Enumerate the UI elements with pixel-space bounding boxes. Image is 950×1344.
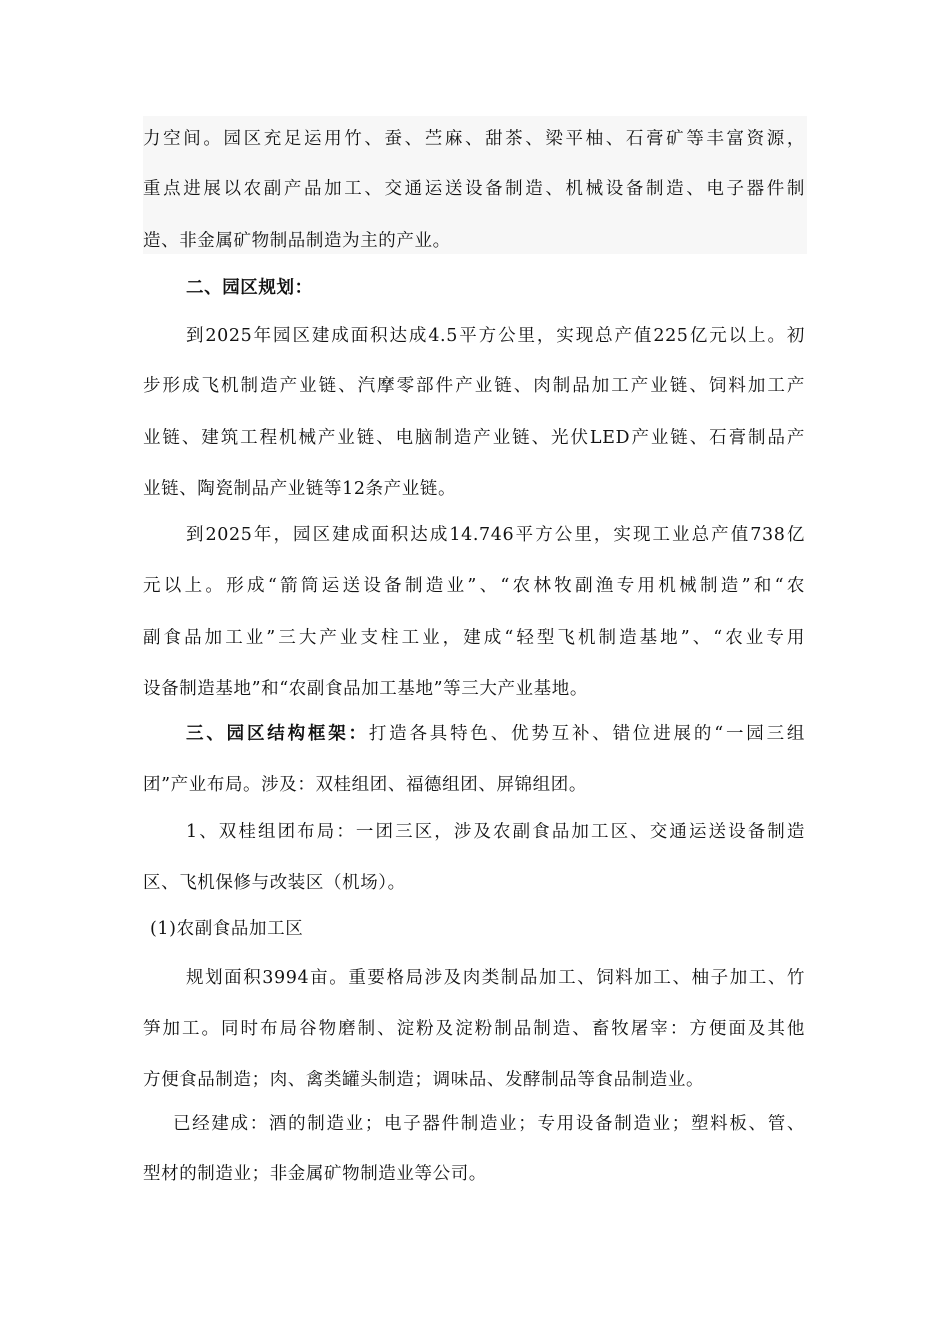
plan-a-line-1: 到2025年园区建成面积达成4.5平方公里，实现总产值225亿元以上。初 (186, 326, 805, 346)
section-1-line-2: 区、飞机保修与改装区（机场）。 (143, 873, 406, 893)
subsection-1-title: (1)农副食品加工区 (150, 919, 304, 939)
built-line-2: 型材的制造业；非金属矿物制造业等公司。 (143, 1164, 487, 1184)
section-heading-2 (186, 276, 313, 300)
section-heading-3-rest: 打造各具特色、优势互补、错位进展的“一园三组 (368, 724, 805, 744)
plan-b-line-1: 到2025年，园区建成面积达成14.746平方公里，实现工业总产值738亿 (186, 525, 805, 545)
section-1-line-1: 1、双桂组团布局：一团三区，涉及农副食品加工区、交通运送设备制造 (186, 822, 805, 842)
plan-b-line-2: 元以上。形成“箭筒运送设备制造业”、“农林牧副渔专用机械制造”和“农 (143, 576, 805, 596)
intro-line-3: 造、非金属矿物制品制造为主的产业。 (143, 231, 451, 251)
section-heading-3-line-2: 团”产业布局。涉及：双桂组团、福德组团、屏锦组团。 (143, 775, 587, 795)
section-heading-2-text: 二、园区规划： (186, 278, 313, 298)
built-line-1: 已经建成：酒的制造业；电子器件制造业；专用设备制造业；塑料板、管、 (173, 1114, 805, 1134)
intro-line-2: 重点进展以农副产品加工、交通运送设备制造、机械设备制造、电子器件制 (143, 179, 805, 199)
section-heading-3 (186, 722, 805, 746)
plan-a-line-2: 步形成飞机制造产业链、汽摩零部件产业链、肉制品加工产业链、饲料加工产 (143, 376, 805, 396)
subsection-1-line-1: 规划面积3994亩。重要格局涉及肉类制品加工、饲料加工、柚子加工、竹 (186, 968, 805, 988)
plan-b-line-4: 设备制造基地”和“农副食品加工基地”等三大产业基地。 (143, 679, 588, 699)
section-heading-3-bold: 三、园区结构框架： (186, 724, 369, 744)
plan-a-line-3: 业链、建筑工程机械产业链、电脑制造产业链、光伏LED产业链、石膏制品产 (143, 428, 805, 448)
plan-a-line-4: 业链、陶瓷制品产业链等12条产业链。 (143, 479, 457, 499)
plan-b-line-3: 副食品加工业”三大产业支柱工业，建成“轻型飞机制造基地”、“农业专用 (143, 628, 805, 648)
intro-line-1: 力空间。园区充足运用竹、蚕、苎麻、甜茶、梁平柚、石膏矿等丰富资源， (143, 129, 805, 149)
subsection-1-line-2: 笋加工。同时布局谷物磨制、淀粉及淀粉制品制造、畜牧屠宰：方便面及其他 (143, 1019, 805, 1039)
subsection-1-line-3: 方便食品制造；肉、禽类罐头制造；调味品、发酵制品等食品制造业。 (143, 1070, 705, 1090)
